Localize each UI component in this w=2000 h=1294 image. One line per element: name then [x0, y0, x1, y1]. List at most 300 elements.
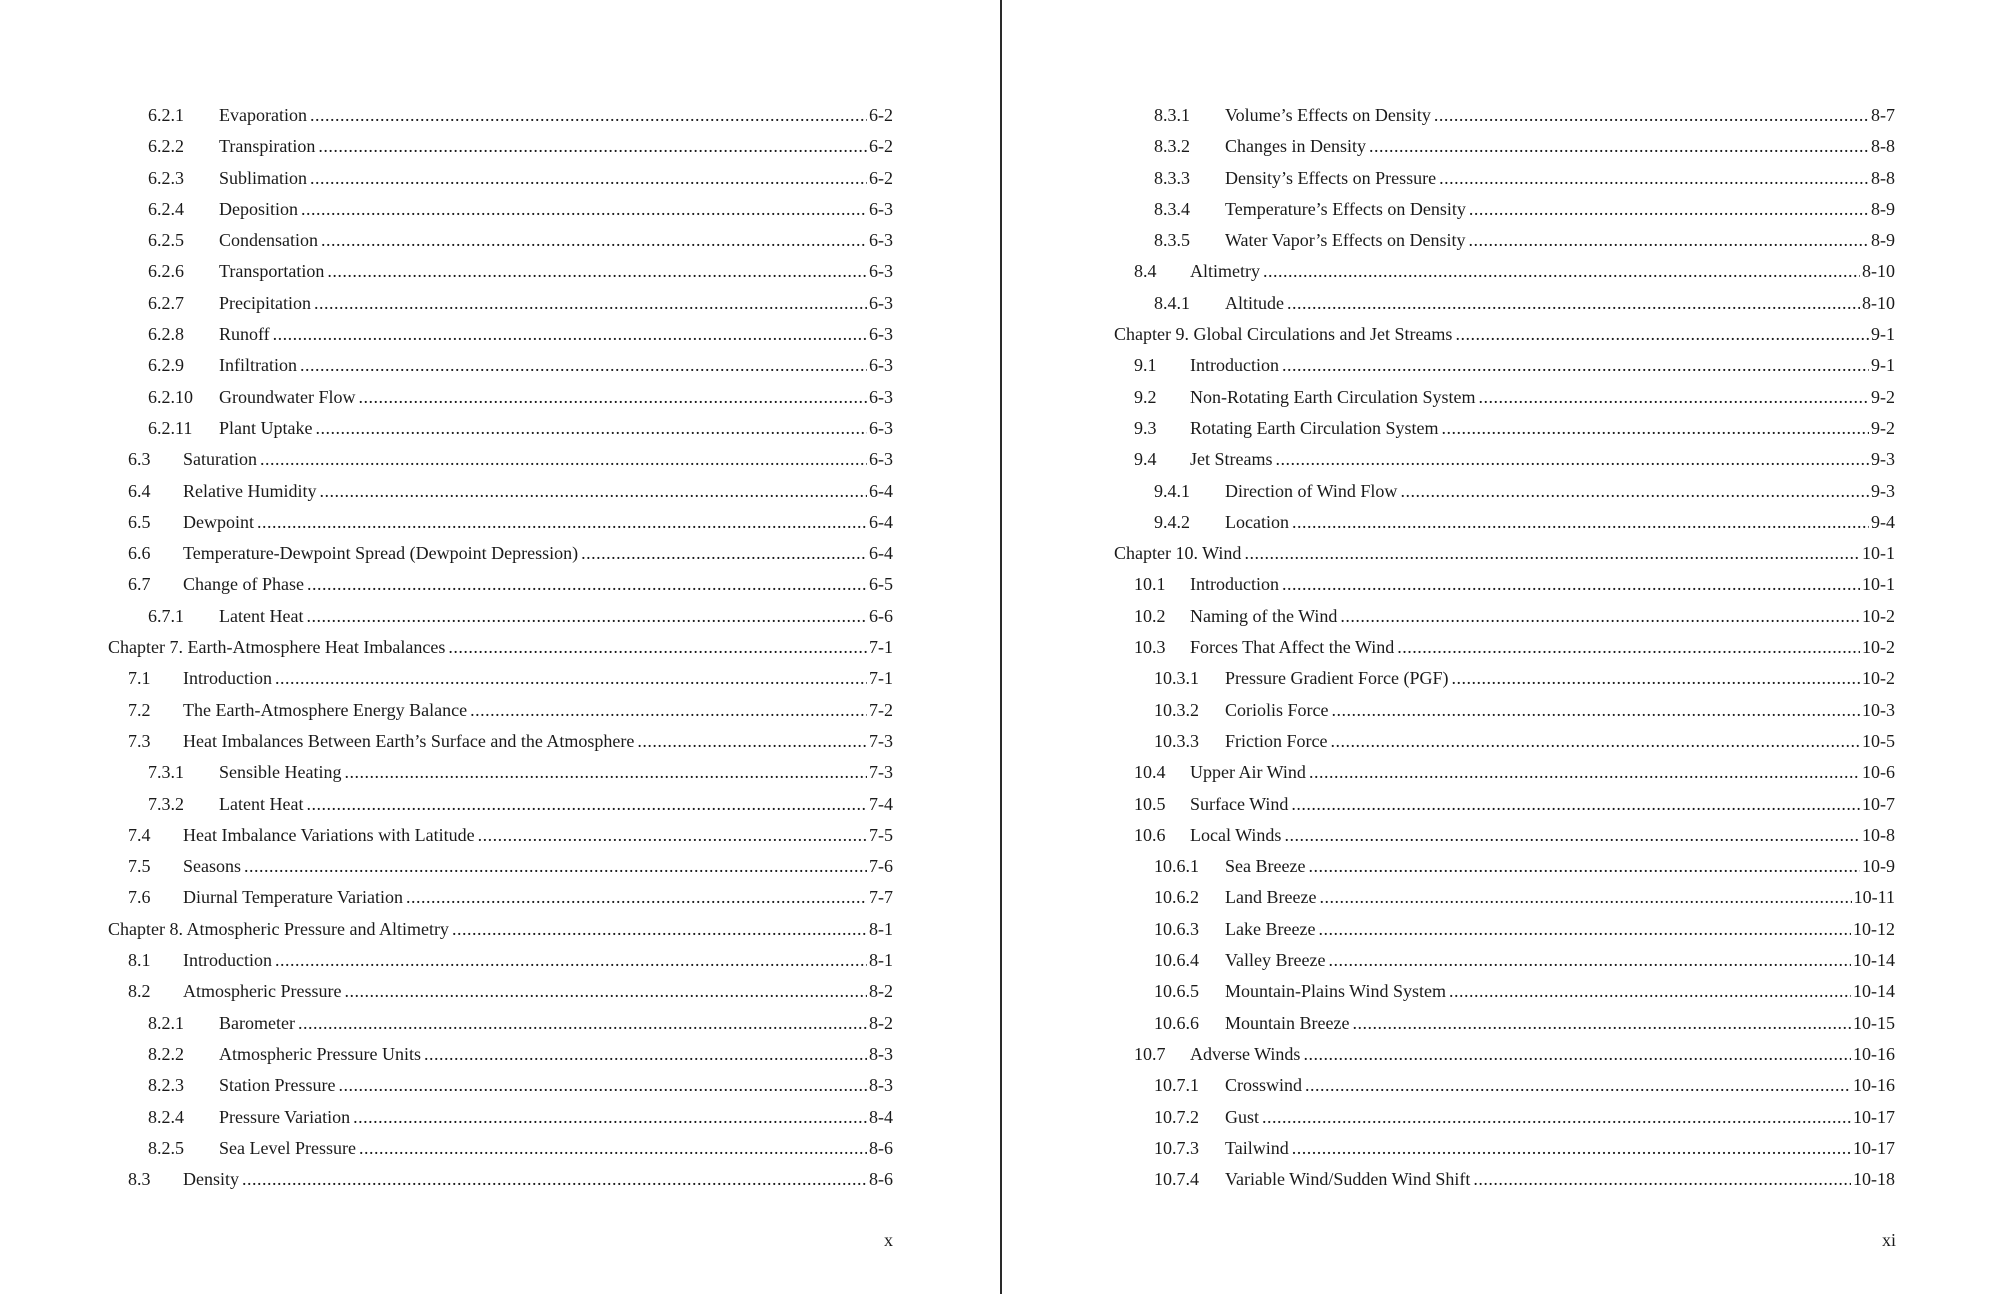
toc-dot-leader [637, 726, 867, 757]
toc-entry-title: Transpiration [219, 136, 316, 157]
toc-entry-title: Atmospheric Pressure [183, 981, 342, 1002]
toc-entry-number: 10.3.1 [1154, 668, 1199, 689]
toc-dot-leader [1332, 695, 1861, 726]
toc-dot-leader [1434, 100, 1869, 131]
toc-dot-leader [1319, 882, 1851, 913]
toc-entry-page: 7-1 [869, 637, 893, 658]
right-page [1002, 0, 2000, 1294]
toc-entry-number: 10.1 [1134, 574, 1166, 595]
toc-dot-leader [1305, 1070, 1851, 1101]
toc-dot-leader [1439, 163, 1869, 194]
toc-entry-number: 9.1 [1134, 355, 1157, 376]
toc-entry-page: 10-7 [1862, 793, 1895, 814]
toc-entry-number: 7.3.1 [148, 762, 184, 783]
toc-entry-title: Chapter 9. Global Circulations and Jet Streams [1114, 324, 1453, 345]
toc-entry-page: 9-3 [1871, 480, 1895, 501]
toc-entry-page: 7-3 [869, 762, 893, 783]
toc-entry-page: 10-2 [1862, 637, 1895, 658]
toc-entry-number: 6.2.4 [148, 198, 184, 219]
toc-entry-number: 10.2 [1134, 605, 1166, 626]
toc-entry-page: 7-1 [869, 668, 893, 689]
toc-entry [108, 569, 893, 600]
toc-entry-title: Change of Phase [183, 574, 304, 595]
toc-entry-number: 7.4 [128, 824, 151, 845]
toc-entry [1114, 1039, 1895, 1070]
toc-chapter-entry [108, 632, 893, 663]
toc-entry [1114, 1070, 1895, 1101]
toc-entry-page: 6-3 [869, 261, 893, 282]
toc-entry-number: 6.5 [128, 511, 151, 532]
toc-entry [108, 444, 893, 475]
toc-entry-page: 8-9 [1871, 198, 1895, 219]
toc-entry-title: Naming of the Wind [1190, 605, 1338, 626]
toc-entry-page: 8-6 [869, 1137, 893, 1158]
toc-entry-title: Diurnal Temperature Variation [183, 887, 403, 908]
toc-entry [108, 601, 893, 632]
toc-entry-page: 10-11 [1853, 887, 1895, 908]
toc-entry-number: 9.4.2 [1154, 511, 1190, 532]
toc-entry-number: 6.7.1 [148, 605, 184, 626]
toc-entry-title: Groundwater Flow [219, 386, 356, 407]
toc-entry-number: 7.1 [128, 668, 151, 689]
toc-entry-title: Variable Wind/Sudden Wind Shift [1225, 1169, 1471, 1190]
toc-entry-page: 10-16 [1853, 1075, 1895, 1096]
toc-entry-page: 10-3 [1862, 699, 1895, 720]
toc-entry-title: Introduction [1190, 355, 1279, 376]
toc-entry-title: Upper Air Wind [1190, 762, 1306, 783]
toc-entry-number: 8.3.2 [1154, 136, 1190, 157]
toc-entry-title: Forces That Affect the Wind [1190, 637, 1395, 658]
toc-entry-number: 6.6 [128, 543, 151, 564]
toc-entry-title: Introduction [183, 668, 272, 689]
toc-entry-page: 10-16 [1853, 1043, 1895, 1064]
toc-entry [1114, 444, 1895, 475]
toc-entry [108, 194, 893, 225]
toc-entry-title: Station Pressure [219, 1075, 336, 1096]
toc-dot-leader [318, 131, 867, 162]
toc-entry-number: 8.3.5 [1154, 230, 1190, 251]
toc-dot-leader [275, 945, 867, 976]
toc-entry [108, 413, 893, 444]
toc-entry-title: Latent Heat [219, 605, 304, 626]
toc-entry-number: 8.2.2 [148, 1043, 184, 1064]
toc-entry [1114, 695, 1895, 726]
toc-dot-leader [1469, 194, 1869, 225]
toc-entry-number: 8.2.4 [148, 1106, 184, 1127]
toc-entry-number: 8.1 [128, 950, 151, 971]
toc-entry-title: Mountain Breeze [1225, 1012, 1350, 1033]
toc-entry-number: 7.6 [128, 887, 151, 908]
toc-dot-leader [1287, 288, 1860, 319]
toc-entry-page: 7-2 [869, 699, 893, 720]
toc-entry [108, 476, 893, 507]
toc-entry [1114, 507, 1895, 538]
toc-entry-page: 7-7 [869, 887, 893, 908]
toc-entry-number: 10.6.3 [1154, 918, 1199, 939]
toc-dot-leader [1276, 444, 1870, 475]
toc-chapter-entry [108, 914, 893, 945]
toc-entry-number: 10.6 [1134, 824, 1166, 845]
toc-entry-page: 6-2 [869, 167, 893, 188]
toc-entry-page: 8-3 [869, 1075, 893, 1096]
toc-entry [108, 1133, 893, 1164]
toc-entry-title: Transportation [219, 261, 325, 282]
toc-entry-page: 9-3 [1871, 449, 1895, 470]
toc-dot-leader [1449, 976, 1851, 1007]
toc-entry-page: 10-9 [1862, 856, 1895, 877]
toc-entry-number: 6.2.6 [148, 261, 184, 282]
toc-dot-leader [448, 632, 867, 663]
toc-entry-title: Sublimation [219, 167, 308, 188]
toc-entry-page: 7-4 [869, 793, 893, 814]
toc-entry-number: 10.6.2 [1154, 887, 1199, 908]
toc-entry-title: Altimetry [1190, 261, 1260, 282]
toc-entry-number: 6.3 [128, 449, 151, 470]
toc-entry-page: 10-5 [1862, 730, 1895, 751]
toc-entry-page: 6-4 [869, 511, 893, 532]
toc-entry-number: 7.5 [128, 856, 151, 877]
toc-entry [1114, 601, 1895, 632]
toc-entry [108, 663, 893, 694]
toc-entry-number: 8.2 [128, 981, 151, 1002]
toc-entry-title: Heat Imbalances Between Earth’s Surface and the Atmosphere [183, 730, 635, 751]
toc-entry-title: Density’s Effects on Pressure [1225, 167, 1437, 188]
toc-entry-page: 10-12 [1853, 918, 1895, 939]
toc-entry [1114, 288, 1895, 319]
toc-entry-page: 6-3 [869, 449, 893, 470]
toc-entry-title: Barometer [219, 1012, 295, 1033]
toc-entry-title: Introduction [183, 950, 272, 971]
toc-dot-leader [1469, 225, 1870, 256]
toc-entry-number: 10.7.3 [1154, 1137, 1199, 1158]
toc-entry [108, 319, 893, 350]
toc-entry [108, 820, 893, 851]
toc-entry-title: Changes in Density [1225, 136, 1366, 157]
toc-entry [108, 100, 893, 131]
toc-entry-page: 6-3 [869, 355, 893, 376]
toc-entry-page: 6-3 [869, 386, 893, 407]
toc-entry-number: 6.2.8 [148, 324, 184, 345]
toc-entry [108, 288, 893, 319]
toc-entry [1114, 789, 1895, 820]
toc-dot-leader [275, 663, 867, 694]
toc-dot-leader [1455, 319, 1869, 350]
toc-entry [108, 1039, 893, 1070]
toc-dot-leader [1303, 1039, 1851, 1070]
toc-dot-leader [300, 350, 867, 381]
toc-entry-page: 8-1 [869, 918, 893, 939]
toc-entry-number: 10.7.1 [1154, 1075, 1199, 1096]
toc-entry [1114, 163, 1895, 194]
toc-entry-number: 10.5 [1134, 793, 1166, 814]
toc-entry-number: 8.3.1 [1154, 105, 1190, 125]
toc-list-left [108, 100, 893, 1195]
toc-entry [108, 945, 893, 976]
toc-entry-number: 10.3.2 [1154, 699, 1199, 720]
toc-dot-leader [1282, 350, 1869, 381]
toc-dot-leader [478, 820, 867, 851]
toc-dot-leader [1352, 1008, 1851, 1039]
toc-entry-title: Runoff [219, 324, 270, 345]
toc-dot-leader [359, 1133, 867, 1164]
toc-dot-leader [257, 507, 867, 538]
toc-entry-title: Sea Breeze [1225, 856, 1306, 877]
toc-entry-page: 10-17 [1853, 1106, 1895, 1127]
toc-dot-leader [406, 882, 867, 913]
toc-entry-page: 9-4 [1871, 511, 1895, 532]
toc-entry-page: 10-14 [1853, 981, 1895, 1002]
toc-entry-number: 6.2.10 [148, 386, 193, 407]
toc-entry-title: Crosswind [1225, 1075, 1303, 1096]
toc-chapter-entry [1114, 538, 1895, 569]
toc-entry [108, 350, 893, 381]
toc-entry-page: 8-6 [869, 1169, 893, 1190]
toc-entry [1114, 131, 1895, 162]
toc-entry-title: Altitude [1225, 292, 1284, 313]
toc-entry-title: Density [183, 1169, 239, 1190]
toc-entry-title: Temperature’s Effects on Density [1225, 198, 1466, 219]
toc-entry-number: 9.4 [1134, 449, 1157, 470]
toc-entry-number: 10.3.3 [1154, 730, 1199, 751]
toc-entry [1114, 194, 1895, 225]
toc-entry-page: 10-18 [1853, 1169, 1895, 1190]
toc-entry-page: 6-3 [869, 230, 893, 251]
toc-entry-title: Gust [1225, 1106, 1260, 1127]
toc-entry-number: 6.2.11 [148, 417, 193, 438]
toc-dot-leader [1318, 914, 1851, 945]
toc-entry [108, 225, 893, 256]
toc-entry-page: 10-2 [1862, 668, 1895, 689]
toc-entry-page: 8-10 [1862, 292, 1895, 313]
toc-entry-number: 10.3 [1134, 637, 1166, 658]
toc-entry-page: 10-17 [1853, 1137, 1895, 1158]
toc-entry [1114, 1164, 1895, 1195]
toc-entry [108, 163, 893, 194]
toc-entry-number: 10.4 [1134, 762, 1166, 783]
toc-entry-number: 7.3.2 [148, 793, 184, 814]
toc-entry [108, 882, 893, 913]
toc-entry-title: Temperature-Dewpoint Spread (Dewpoint Depression) [183, 543, 579, 564]
toc-entry-title: Chapter 10. Wind [1114, 543, 1242, 564]
toc-entry-number: 9.2 [1134, 386, 1157, 407]
toc-chapter-entry [1114, 319, 1895, 350]
toc-entry-page: 10-15 [1853, 1012, 1895, 1033]
toc-entry-title: Precipitation [219, 292, 311, 313]
toc-entry [108, 1008, 893, 1039]
toc-entry [1114, 1102, 1895, 1133]
toc-entry-number: 6.7 [128, 574, 151, 595]
toc-entry-title: Saturation [183, 449, 257, 470]
toc-entry [1114, 882, 1895, 913]
toc-entry-number: 6.2.1 [148, 105, 184, 125]
toc-entry [1114, 945, 1895, 976]
toc-dot-leader [1451, 663, 1860, 694]
toc-entry [108, 382, 893, 413]
toc-entry-title: Dewpoint [183, 511, 254, 532]
toc-dot-leader [244, 851, 867, 882]
toc-entry-page: 6-2 [869, 105, 893, 125]
toc-dot-leader [310, 100, 867, 131]
toc-entry-number: 6.2.5 [148, 230, 184, 251]
toc-entry-number: 10.6.5 [1154, 981, 1199, 1002]
toc-dot-leader [307, 569, 867, 600]
toc-entry-page: 6-6 [869, 605, 893, 626]
toc-entry-number: 6.2.9 [148, 355, 184, 376]
toc-entry [1114, 914, 1895, 945]
toc-dot-leader [470, 695, 867, 726]
toc-entry-page: 6-3 [869, 292, 893, 313]
toc-dot-leader [306, 789, 867, 820]
toc-dot-leader [1328, 945, 1851, 976]
toc-entry-number: 10.7.2 [1154, 1106, 1199, 1127]
toc-dot-leader [1330, 726, 1860, 757]
toc-entry-title: Atmospheric Pressure Units [219, 1043, 421, 1064]
toc-dot-leader [1284, 820, 1860, 851]
toc-entry [1114, 256, 1895, 287]
toc-entry-title: Sea Level Pressure [219, 1137, 356, 1158]
toc-entry [1114, 820, 1895, 851]
toc-entry [1114, 851, 1895, 882]
toc-entry [1114, 663, 1895, 694]
toc-entry-number: 10.6.4 [1154, 950, 1199, 971]
toc-entry [1114, 632, 1895, 663]
toc-entry [108, 789, 893, 820]
page-number: xi [1882, 1230, 1897, 1250]
toc-entry-number: 8.2.5 [148, 1137, 184, 1158]
toc-entry [108, 256, 893, 287]
toc-entry-number: 10.6.6 [1154, 1012, 1199, 1033]
toc-entry [1114, 476, 1895, 507]
toc-entry-title: Volume’s Effects on Density [1225, 105, 1431, 125]
toc-entry-title: Plant Uptake [219, 417, 313, 438]
toc-dot-leader [1473, 1164, 1851, 1195]
toc-entry-page: 6-3 [869, 198, 893, 219]
toc-entry-page: 8-3 [869, 1043, 893, 1064]
toc-entry-title: Condensation [219, 230, 318, 251]
toc-entry-title: Latent Heat [219, 793, 304, 814]
toc-dot-leader [301, 194, 867, 225]
toc-entry [1114, 382, 1895, 413]
toc-entry [1114, 350, 1895, 381]
toc-entry [108, 1070, 893, 1101]
toc-entry [108, 507, 893, 538]
toc-entry-title: Local Winds [1190, 824, 1282, 845]
toc-entry-number: 6.2.2 [148, 136, 184, 157]
toc-entry [1114, 976, 1895, 1007]
toc-dot-leader [260, 444, 867, 475]
toc-entry-title: Water Vapor’s Effects on Density [1225, 230, 1466, 251]
toc-entry-number: 9.4.1 [1154, 480, 1190, 501]
toc-entry-page: 8-1 [869, 950, 893, 971]
toc-entry-title: Non-Rotating Earth Circulation System [1190, 386, 1476, 407]
toc-entry-title: Rotating Earth Circulation System [1190, 417, 1439, 438]
toc-dot-leader [1397, 632, 1860, 663]
toc-entry [108, 538, 893, 569]
toc-entry [108, 726, 893, 757]
toc-entry [1114, 757, 1895, 788]
toc-dot-leader [1478, 382, 1869, 413]
toc-dot-leader [1309, 757, 1860, 788]
toc-dot-leader [581, 538, 867, 569]
toc-entry [108, 976, 893, 1007]
toc-entry-page: 8-4 [869, 1106, 893, 1127]
toc-entry-number: 8.3.4 [1154, 198, 1190, 219]
toc-entry-title: Valley Breeze [1225, 950, 1326, 971]
toc-entry-number: 8.2.3 [148, 1075, 184, 1096]
toc-entry-page: 9-1 [1871, 324, 1895, 345]
toc-entry [108, 757, 893, 788]
toc-entry-number: 8.3.3 [1154, 167, 1190, 188]
toc-entry-page: 6-5 [869, 574, 893, 595]
toc-dot-leader [1340, 601, 1860, 632]
toc-dot-leader [424, 1039, 867, 1070]
toc-dot-leader [1292, 1133, 1851, 1164]
toc-entry-page: 7-3 [869, 730, 893, 751]
toc-dot-leader [1441, 413, 1869, 444]
toc-entry-title: Tailwind [1225, 1137, 1289, 1158]
toc-entry-title: Heat Imbalance Variations with Latitude [183, 824, 475, 845]
toc-entry-number: 6.4 [128, 480, 151, 501]
toc-entry-title: Friction Force [1225, 730, 1328, 751]
toc-entry-page: 7-6 [869, 856, 893, 877]
toc-entry-number: 10.7 [1134, 1043, 1166, 1064]
toc-dot-leader [1291, 789, 1860, 820]
toc-entry-number: 8.2.1 [148, 1012, 184, 1033]
toc-entry-number: 8.3 [128, 1169, 151, 1190]
toc-entry [108, 1102, 893, 1133]
toc-entry-page: 6-4 [869, 543, 893, 564]
toc-entry [1114, 1133, 1895, 1164]
toc-entry-title: Evaporation [219, 105, 307, 125]
toc-dot-leader [315, 413, 867, 444]
toc-entry [1114, 225, 1895, 256]
page-number: x [884, 1230, 893, 1250]
toc-entry-title: Seasons [183, 856, 241, 877]
toc-entry-number: 9.3 [1134, 417, 1157, 438]
toc-entry-title: Direction of Wind Flow [1225, 480, 1398, 501]
toc-entry-title: Adverse Winds [1190, 1043, 1301, 1064]
toc-entry-page: 9-2 [1871, 386, 1895, 407]
toc-entry-page: 6-3 [869, 324, 893, 345]
toc-entry-page: 10-2 [1862, 605, 1895, 626]
toc-entry-page: 8-8 [1871, 167, 1895, 188]
toc-dot-leader [273, 319, 867, 350]
toc-entry-number: 7.3 [128, 730, 151, 751]
toc-entry [108, 851, 893, 882]
toc-entry-title: Relative Humidity [183, 480, 317, 501]
toc-entry-title: Mountain-Plains Wind System [1225, 981, 1446, 1002]
toc-entry-page: 8-8 [1871, 136, 1895, 157]
toc-entry-page: 6-2 [869, 136, 893, 157]
toc-entry-page: 8-2 [869, 981, 893, 1002]
toc-entry-page: 6-4 [869, 480, 893, 501]
toc-entry [1114, 569, 1895, 600]
toc-entry-title: Infiltration [219, 355, 297, 376]
toc-dot-leader [310, 163, 867, 194]
toc-dot-leader [1292, 507, 1869, 538]
toc-entry-title: Coriolis Force [1225, 699, 1329, 720]
toc-entry-number: 10.6.1 [1154, 856, 1199, 877]
toc-entry-title: Deposition [219, 198, 298, 219]
toc-dot-leader [353, 1102, 867, 1133]
toc-entry [1114, 726, 1895, 757]
toc-entry [1114, 413, 1895, 444]
toc-entry-page: 8-2 [869, 1012, 893, 1033]
toc-entry-title: Chapter 8. Atmospheric Pressure and Altimetry [108, 918, 449, 939]
toc-entry-number: 7.2 [128, 699, 151, 720]
toc-entry [108, 695, 893, 726]
toc-list-right [1114, 100, 1895, 1195]
